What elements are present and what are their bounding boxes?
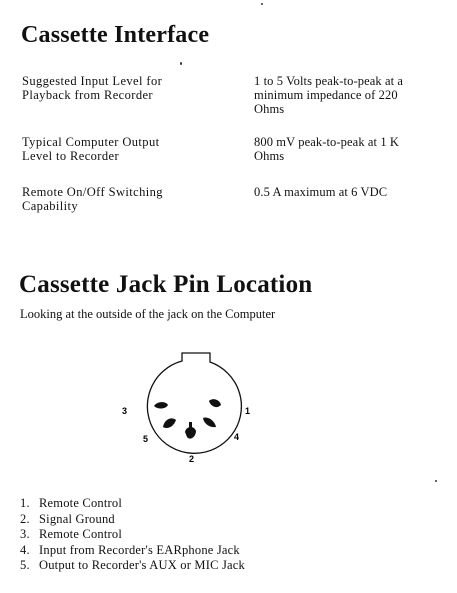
scan-speck: [180, 62, 182, 65]
spec-label-line: Remote On/Off Switching: [22, 185, 163, 199]
spec-label-line: Level to Recorder: [22, 149, 120, 163]
pin-label-4: 4: [234, 432, 240, 442]
spec-value-line: Ohms: [254, 102, 285, 116]
pin-number: 2.: [20, 511, 30, 526]
pin-number: 1.: [20, 496, 30, 510]
pin-label-5: 5: [143, 434, 149, 444]
list-item: [20, 527, 245, 543]
pin-description: Remote Control: [39, 496, 123, 510]
pin-hole-1: [209, 399, 221, 407]
pin-number: 3.: [20, 527, 30, 541]
pin-hole-2: [185, 427, 196, 439]
pin-description: Signal Ground: [39, 511, 115, 526]
pin-hole-3: [154, 402, 168, 408]
section-title-cassette-interface: Cassette Interface: [21, 22, 210, 48]
pin-number: 4.: [20, 542, 30, 557]
spec-value: [254, 74, 444, 116]
pin-hole-5: [163, 418, 176, 428]
scan-speck: [435, 480, 437, 482]
spec-value-line: 800 mV peak-to-peak at 1 K: [254, 135, 400, 149]
pin-description: Remote Control: [39, 527, 123, 541]
jack-pins: [154, 399, 221, 438]
list-item: [20, 558, 245, 574]
section-subtitle: Looking at the outside of the jack on the Computer: [20, 307, 276, 321]
spec-label-line: Suggested Input Level for: [22, 74, 163, 88]
spec-label: [22, 135, 222, 163]
spec-label-line: Typical Computer Output: [22, 135, 160, 149]
list-item: [20, 496, 245, 512]
pin-label-1: 1: [245, 406, 251, 416]
spec-value: [254, 185, 444, 199]
spec-value-line: 0.5 A maximum at 6 VDC: [254, 185, 388, 199]
section-title-pin-location: Cassette Jack Pin Location: [19, 271, 313, 298]
pin-description: Input from Recorder's EARphone Jack: [39, 542, 240, 557]
din-jack-diagram: [100, 340, 280, 480]
pin-description: Output to Recorder's AUX or MIC Jack: [39, 558, 245, 572]
spec-value-line: minimum impedance of 220: [254, 88, 398, 102]
pin-assignment-list: [20, 496, 245, 574]
pin-number: 5.: [20, 558, 30, 572]
pin-hole-2-stem: [189, 422, 192, 428]
pin-label-2: 2: [189, 454, 195, 464]
spec-label: [22, 74, 222, 102]
spec-label-line: Playback from Recorder: [22, 88, 153, 102]
spec-value-line: Ohms: [254, 149, 285, 163]
pin-label-3: 3: [122, 406, 128, 416]
scan-speck: [261, 3, 263, 5]
spec-value-line: 1 to 5 Volts peak-to-peak at a: [254, 74, 404, 88]
list-item: [20, 512, 245, 528]
pin-hole-4: [203, 418, 216, 428]
spec-value: [254, 135, 444, 163]
list-item: [20, 543, 245, 559]
spec-label: [22, 185, 222, 213]
spec-label-line: Capability: [22, 199, 79, 213]
